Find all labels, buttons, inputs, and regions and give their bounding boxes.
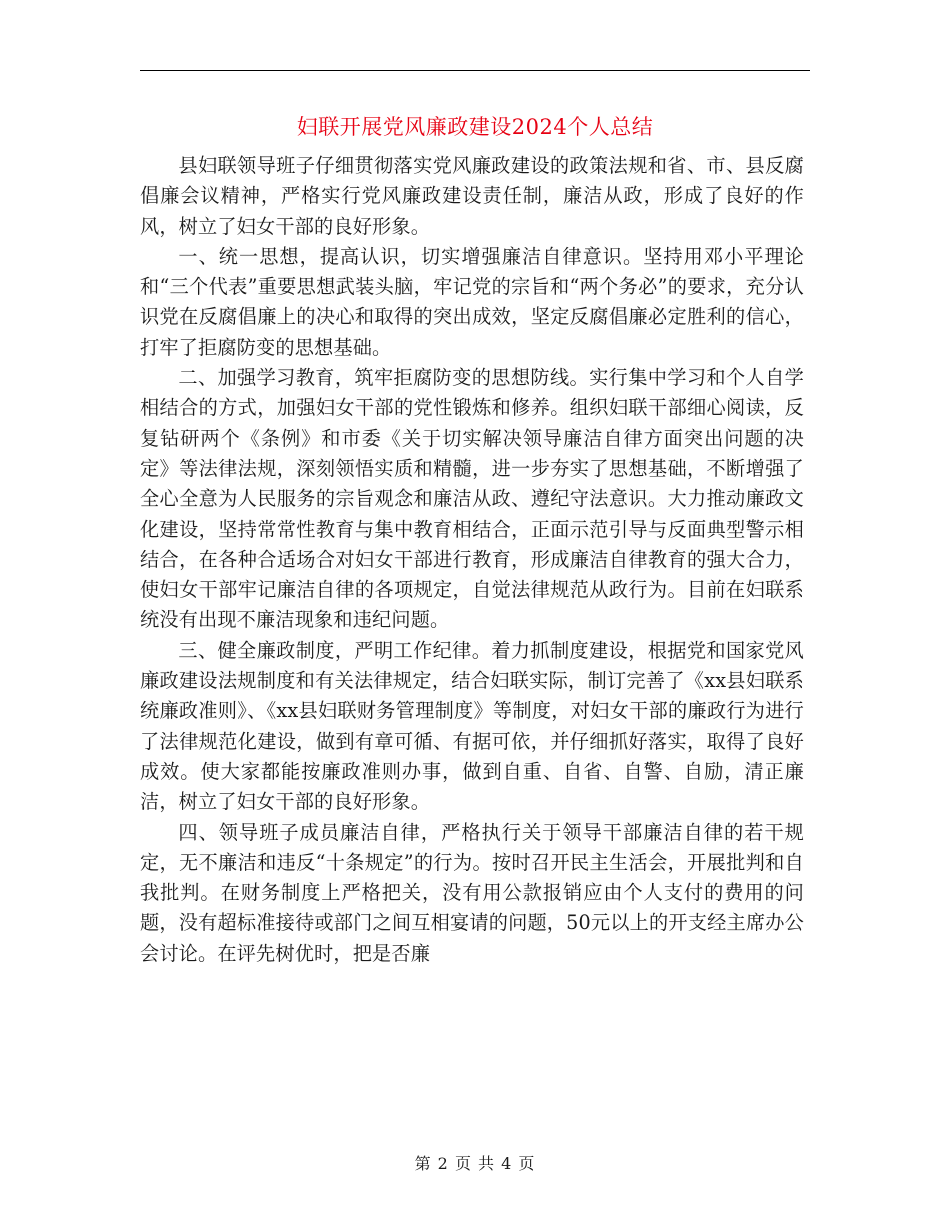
paragraph-section-3: 三、健全廉政制度，严明工作纪律。着力抓制度建设，根据党和国家党风廉政建设法规制度和有关法律规定，结合妇联实际，制订完善了《xx县妇联系统廉政准则》、《xx县妇联财务管理制度》等制度，对妇女干部的廉政行为进行了法律规范化建设，做到有章可循、有据可依，并仔细抓好落实，取得了良好成效。使大家都能按廉政准则办事，做到自重、自省、自警、自励，清正廉洁，树立了妇女干部的良好形象。 [140,638,804,814]
header-rule [140,70,810,71]
paragraph-section-4: 四、领导班子成员廉洁自律，严格执行关于领导干部廉洁自律的若干规定，无不廉洁和违反“十条规定”的行为。按时召开民主生活会，开展批判和自我批判。在财务制度上严格把关，没有用公款报销应由个人支付的费用的问题，没有超标准接待或部门之间互相宴请的问题，50元以上的开支经主席办公会讨论。在评先树优时，把是否廉 [140,820,804,965]
document-title: 妇联开展党风廉政建设2024个人总结 [296,115,654,139]
paragraph-section-1: 一、统一思想，提高认识，切实增强廉洁自律意识。坚持用邓小平理论和“三个代表”重要思想武装头脑，牢记党的宗旨和“两个务必”的要求，充分认识党在反腐倡廉上的决心和取得的突出成效，坚定反腐倡廉必定胜利的信心，打牢了拒腐防变的思想基础。 [140,244,804,359]
document-body [140,151,804,969]
page-number: 第 2 页 共 4 页 [414,1154,536,1173]
paragraph-intro: 县妇联领导班子仔细贯彻落实党风廉政建设的政策法规和省、市、县反腐倡廉会议精神，严格实行党风廉政建设责任制，廉洁从政，形成了良好的作风，树立了妇女干部的良好形象。 [140,154,804,238]
paragraph-section-2: 二、加强学习教育，筑牢拒腐防变的思想防线。实行集中学习和个人自学相结合的方式，加强妇女干部的党性锻炼和修养。组织妇联干部细心阅读，反复钻研两个《条例》和市委《关于切实解决领导廉洁自律方面突出问题的决定》等法律法规，深刻领悟实质和精髓，进一步夯实了思想基础，不断增强了全心全意为人民服务的宗旨观念和廉洁从政、遵纪守法意识。大力推动廉政文化建设，坚持常常性教育与集中教育相结合，正面示范引导与反面典型警示相结合，在各种合适场合对妇女干部进行教育，形成廉洁自律教育的强大合力，使妇女干部牢记廉洁自律的各项规定，自觉法律规范从政行为。目前在妇联系统没有出现不廉洁现象和违纪问题。 [140,366,804,632]
